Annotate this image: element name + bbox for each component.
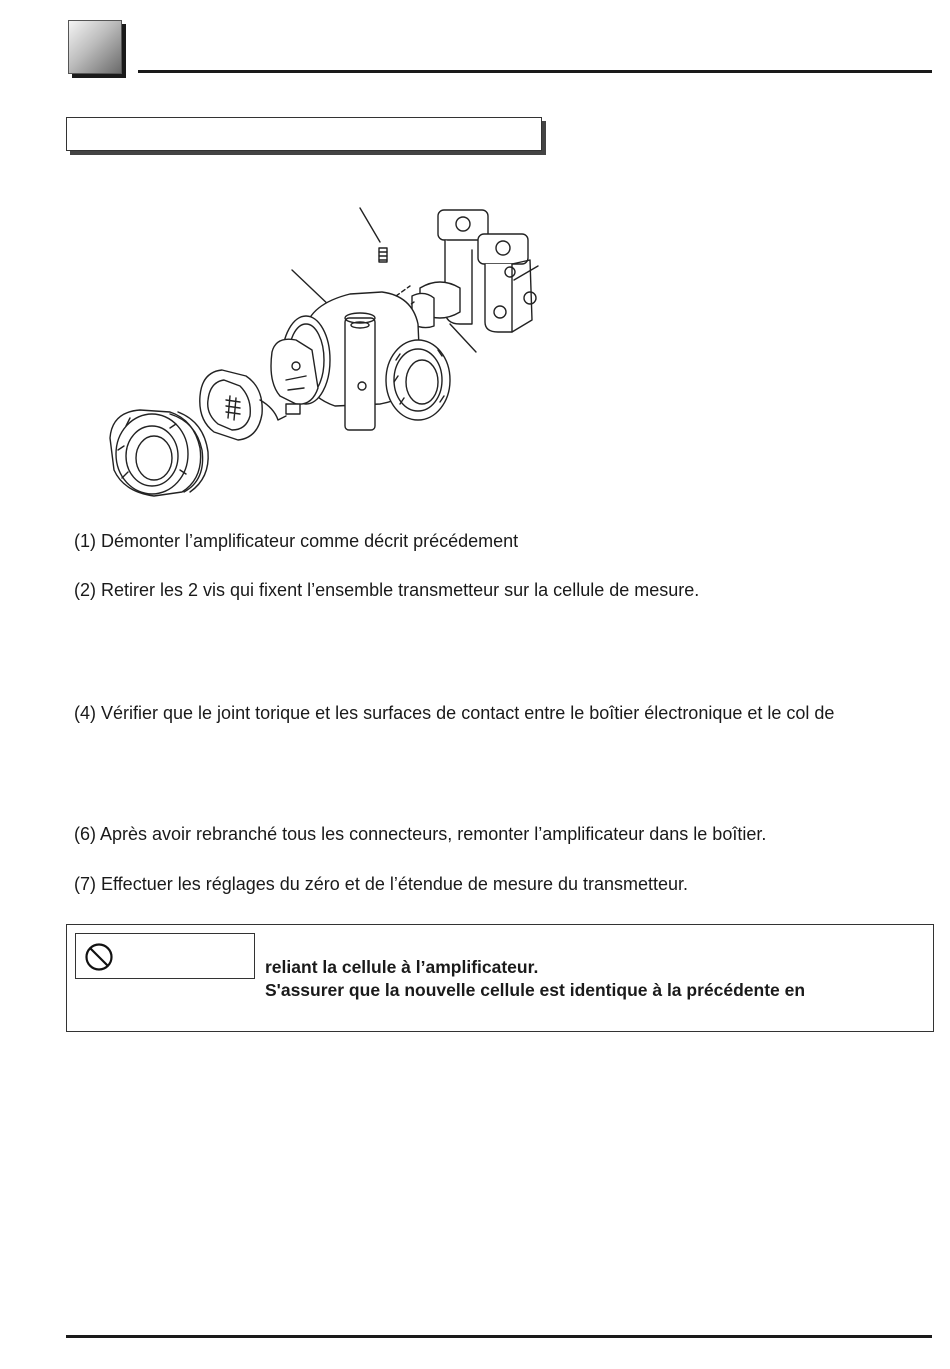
warning-box bbox=[66, 924, 934, 1032]
step-2: (2) Retirer les 2 vis qui fixent l’ensemble transmetteur sur la cellule de mesure. bbox=[74, 580, 700, 600]
step-4: (4) Vérifier que le joint torique et les surfaces de contact entre le boîtier électronique et le col de bbox=[74, 703, 835, 723]
chapter-tab bbox=[68, 20, 122, 74]
header-rule bbox=[138, 70, 932, 73]
exploded-view-illustration bbox=[100, 200, 560, 510]
step-1: (1) Démonter l’amplificateur comme décrit précédement bbox=[74, 531, 519, 551]
prohibition-icon bbox=[84, 942, 114, 972]
warning-text-line-2: S'assurer que la nouvelle cellule est identique à la précédente en bbox=[265, 980, 806, 1000]
footer-rule bbox=[66, 1335, 932, 1338]
section-title-box bbox=[66, 117, 542, 151]
step-6: (6) Après avoir rebranché tous les connecteurs, remonter l’amplificateur dans le boîtier. bbox=[74, 824, 767, 844]
warning-label bbox=[75, 933, 255, 979]
warning-text-line-1: reliant la cellule à l’amplificateur. bbox=[265, 957, 539, 977]
step-7: (7) Effectuer les réglages du zéro et de l’étendue de mesure du transmetteur. bbox=[74, 874, 689, 894]
